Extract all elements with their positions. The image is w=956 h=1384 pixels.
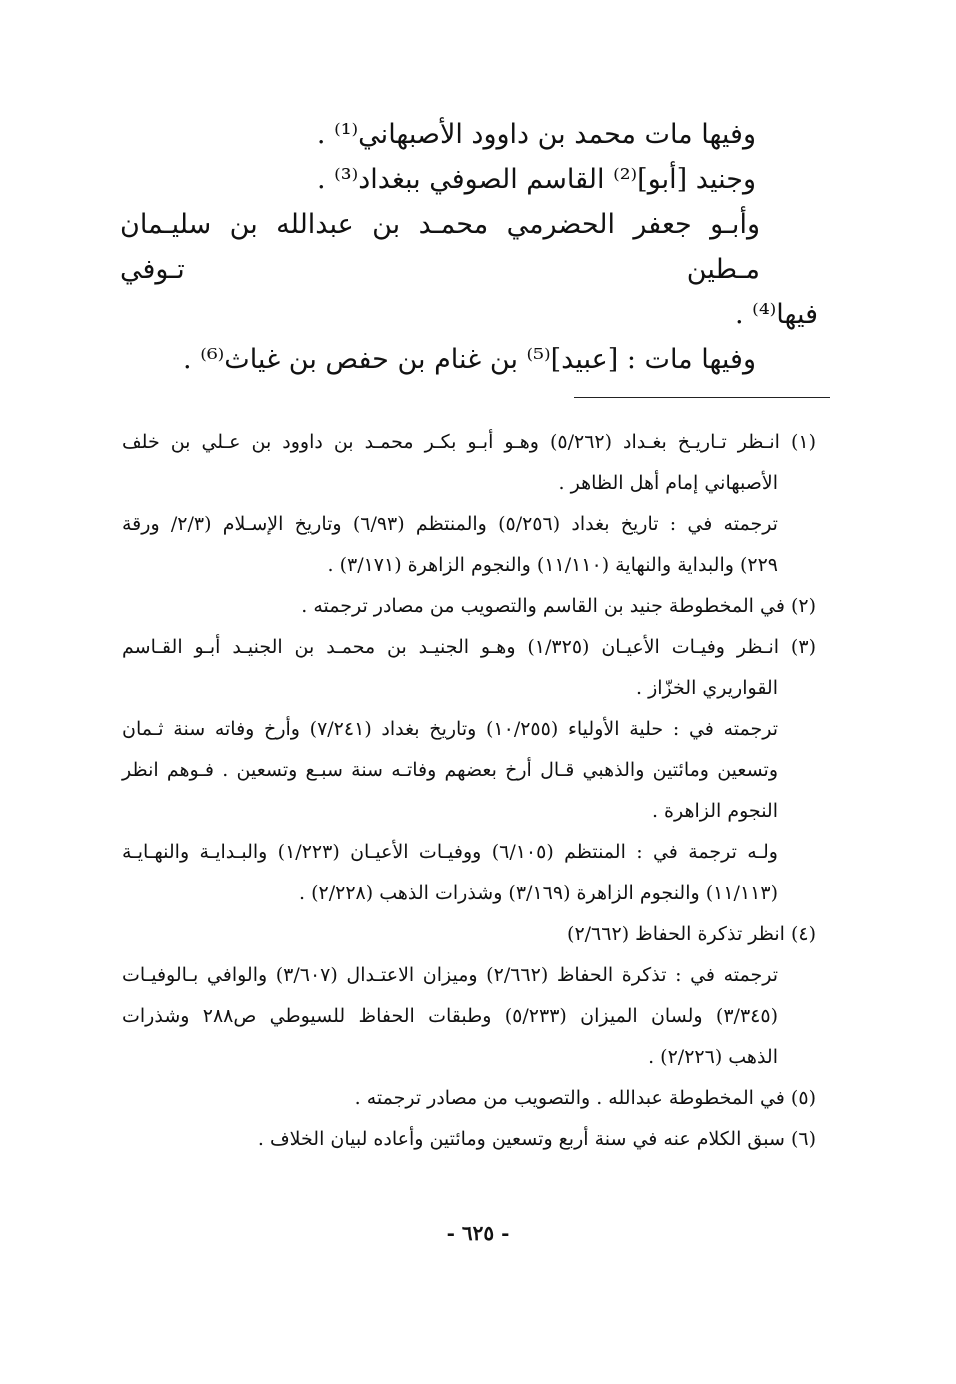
- footnote-6: (٦) سبق الكلام عنه في سنة أربع وتسعين ومائتين وأعاده لبيان الخلاف .: [257, 1128, 816, 1150]
- footnote-3-line-6: ولـه ترجمة في : المنتظم (٦/١٠٥) ووفيـات الأعيـان (١/٢٢٣) والبـدايـة والنهـايـة: [122, 841, 778, 863]
- footnote-3-line-5: النجوم الزاهرة .: [651, 800, 778, 822]
- footnote-4-line-3: (٣/٣٤٥) ولسان الميزان (٥/٢٣٣) وطبقات الحفاظ للسيوطي ص٢٨٨ وشذرات: [122, 1005, 778, 1027]
- footnote-3-line-3: ترجمته في : حلية الأولياء (١٠/٢٥٥) وتاريخ بغداد (٧/٢٤١) وأرخ وفاته سنة ثـمان: [122, 718, 779, 740]
- main-line-5: وفيها مات : [عبيد]⁽⁵⁾ بن غنام بن حفص بن غياث⁽⁶⁾ .: [183, 344, 756, 375]
- footnote-4-line-1: (٤) انظر تذكرة الحفاظ (٢/٦٦٢): [567, 923, 816, 945]
- main-line-2: وجنيد [أبو]⁽²⁾ القاسم الصوفي ببغداد⁽³⁾ .: [316, 164, 756, 195]
- page-number: - ٦٢٥ -: [446, 1221, 510, 1245]
- footnote-3-line-1: (٣) انـظر وفيـات الأعيـان (١/٣٢٥) وهـو الجنيـد بن محمـد بن الجنيـد أبـو القـاسم: [122, 636, 816, 658]
- main-line-4: فيها⁽⁴⁾ .: [735, 299, 818, 330]
- footnote-1-line-1: (١) انـظر تـاريـخ بغـداد (٥/٢٦٢) وهـو أبـو بكـر محمـد بن داوود بن عـلي بن خلف: [122, 431, 817, 453]
- footnotes: [122, 422, 816, 1160]
- footnote-1-line-3: ترجمته في : تاريخ بغداد (٥/٢٥٦) والمنتظم (٦/٩٣) وتاريخ الإسـلام (٢/٣/ ورقة: [122, 513, 778, 535]
- footnote-1-line-4: ٢٢٩) والبداية والنهاية (١١/١١٠) والنجوم الزاهرة (٣/١٧١) .: [327, 554, 778, 576]
- footnote-2: (٢) في المخطوطة جنيد بن القاسم والتصويب من مصادر ترجمته .: [301, 595, 816, 617]
- footnote-3-line-4: وتسعين ومائتين والذهبي قـال أرخ بعضهم وفاتـه سنة سبـع وتسعين . فـوهم انظر: [122, 759, 778, 781]
- footnote-3-line-2: القواريري الخزّاز .: [636, 677, 778, 699]
- footnote-4-line-4: الذهب (٢/٢٢٦) .: [648, 1046, 778, 1068]
- footnote-1-line-2: الأصبهاني إمام أهل الظاهر .: [558, 472, 778, 494]
- footnote-3-line-7: (١١/١١٣) والنجوم الزاهرة (٣/١٦٩) وشذرات الذهب (٢/٢٢٨) .: [299, 882, 778, 904]
- footnote-divider: [574, 397, 830, 398]
- footnote-4-line-2: ترجمته في : تذكرة الحفاظ (٢/٦٦٢) وميزان الاعتـدال (٣/٦٠٧) والوافي بـالوفيـات: [122, 964, 778, 986]
- main-line-3: وأبـو جعفر الحضرمي محمـد بن عبدالله بن سليـمان مـطين تـوفي: [120, 209, 760, 285]
- main-line-1: وفيها مات محمد بن داوود الأصبهاني⁽¹⁾ .: [316, 119, 756, 150]
- footnote-5: (٥) في المخطوطة عبدالله . والتصويب من مصادر ترجمته .: [354, 1087, 816, 1109]
- main-text: [120, 112, 818, 382]
